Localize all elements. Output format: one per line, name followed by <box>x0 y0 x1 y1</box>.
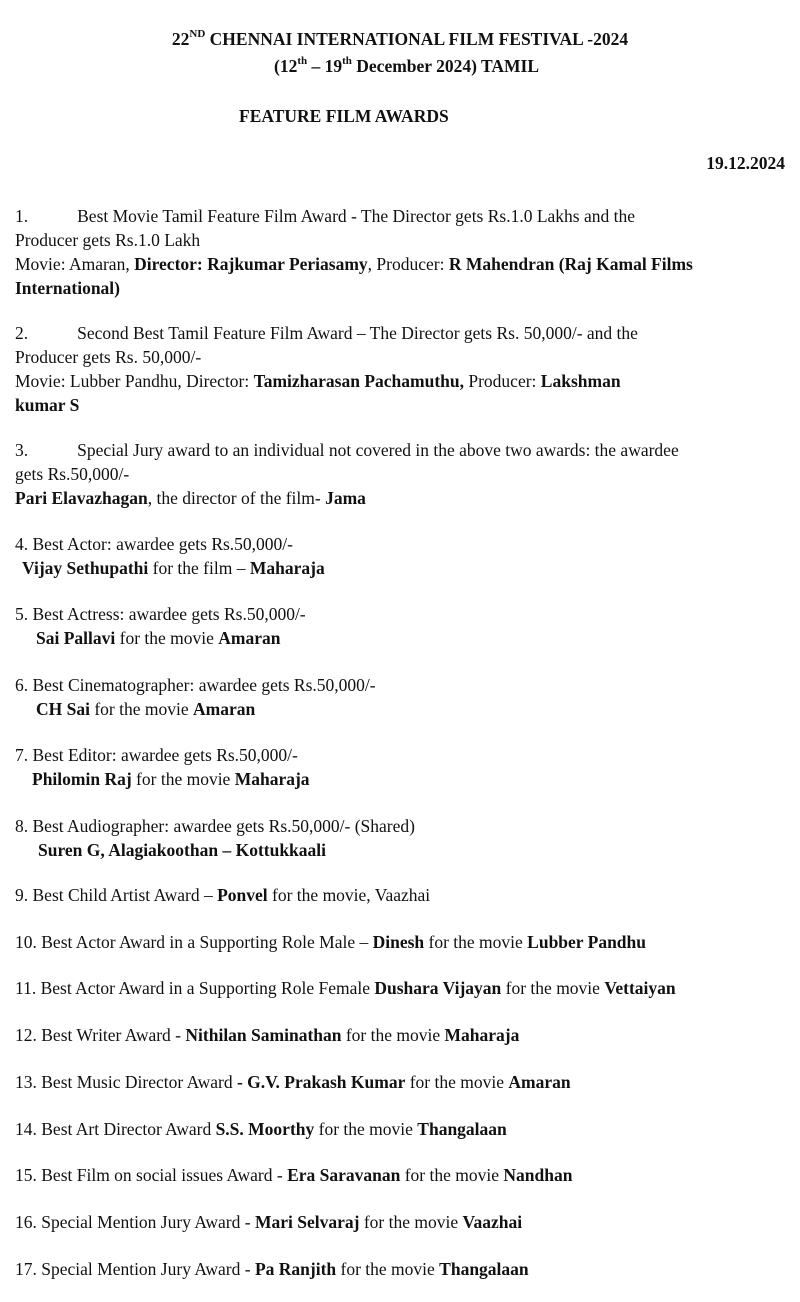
dates-open: (12 <box>274 56 298 76</box>
award-2-movie: Movie: Lubber Pandhu, Director: <box>15 371 254 391</box>
award-3-line-3 <box>15 487 366 509</box>
award-12-title: 12. Best Writer Award - <box>15 1025 186 1045</box>
award-1-producer-label: , Producer: <box>367 254 449 274</box>
award-17-title: 17. Special Mention Jury Award - <box>15 1259 255 1279</box>
award-13-text: for the movie <box>405 1072 509 1092</box>
award-11-text: for the movie <box>501 978 605 998</box>
award-1-line-3 <box>15 253 693 275</box>
award-4-text: for the film – <box>148 558 250 578</box>
dates-mid: – 19 <box>307 56 343 76</box>
dates-sup-end: th <box>342 55 352 68</box>
award-4-line-1: 4. Best Actor: awardee gets Rs.50,000/- <box>15 534 294 554</box>
award-4-winner: Vijay Sethupathi <box>22 558 149 578</box>
award-14 <box>15 1118 507 1140</box>
award-11-title: 11. Best Actor Award in a Supporting Role Female <box>15 978 375 998</box>
award-12-film: Maharaja <box>444 1025 520 1045</box>
award-15-film: Nandhan <box>503 1165 573 1185</box>
award-1-director: Director: Rajkumar Periasamy <box>134 254 368 274</box>
award-15 <box>15 1164 572 1186</box>
award-15-text: for the movie <box>400 1165 504 1185</box>
award-9-film: for the movie, Vaazhai <box>267 885 431 905</box>
award-7-winner: Philomin Raj <box>32 769 132 789</box>
award-13-title: 13. Best Music Director Award <box>15 1072 237 1092</box>
award-12-winner: Nithilan Saminathan <box>185 1025 342 1045</box>
title-number: 22 <box>171 29 190 49</box>
award-11-film: Vettaiyan <box>604 978 676 998</box>
award-6-text: for the movie <box>89 699 194 719</box>
award-6-winner: CH Sai <box>36 699 90 719</box>
award-14-title: 14. Best Art Director Award <box>15 1119 216 1139</box>
award-17-film: Thangalaan <box>439 1259 529 1279</box>
award-1-line-2: Producer gets Rs.1.0 Lakh <box>15 230 201 250</box>
award-5-film: Amaran <box>218 628 281 648</box>
award-7-line-1: 7. Best Editor: awardee gets Rs.50,000/- <box>15 745 298 765</box>
award-1-title: Best Movie Tamil Feature Film Award - <box>77 206 361 226</box>
festival-dates <box>274 55 539 77</box>
award-5-line-2 <box>36 627 281 649</box>
award-13-winner: - G.V. Prakash Kumar <box>236 1072 406 1092</box>
award-4-line-2 <box>22 557 325 579</box>
award-5-line-1: 5. Best Actress: awardee gets Rs.50,000/- <box>15 604 306 624</box>
award-3-film: Jama <box>325 488 366 508</box>
award-16 <box>15 1211 522 1233</box>
award-2-line-1 <box>15 322 638 344</box>
award-2-producer-label: Producer: <box>464 371 541 391</box>
award-10-winner: Dinesh <box>372 932 425 952</box>
award-2-line-3 <box>15 370 621 392</box>
award-12-text: for the movie <box>341 1025 445 1045</box>
award-6-film: Amaran <box>193 699 256 719</box>
award-16-film: Vaazhai <box>462 1212 523 1232</box>
award-10-text: for the movie <box>424 932 528 952</box>
award-6-line-1: 6. Best Cinematographer: awardee gets Rs.50,000/- <box>15 675 376 695</box>
section-heading: FEATURE FILM AWARDS <box>239 106 449 126</box>
award-12 <box>15 1024 519 1046</box>
award-1-producer: R Mahendran (Raj Kamal Films <box>448 254 693 274</box>
award-8-line-2: Suren G, Alagiakoothan – Kottukkaali <box>38 840 327 860</box>
award-5-winner: Sai Pallavi <box>36 628 116 648</box>
award-14-winner: S.S. Moorthy <box>215 1119 315 1139</box>
award-7-text: for the movie <box>131 769 235 789</box>
award-2-line-4: kumar S <box>15 395 80 415</box>
festival-title <box>0 28 800 50</box>
award-16-winner: Mari Selvaraj <box>254 1212 360 1232</box>
award-3-title: Special Jury award to an individual not covered in the above two awards: the awardee <box>77 440 679 460</box>
award-2-number: 2. <box>15 323 29 343</box>
award-3-line-1 <box>15 439 679 461</box>
award-17-text: for the movie <box>336 1259 440 1279</box>
award-2-line-2: Producer gets Rs. 50,000/- <box>15 347 202 367</box>
award-9-title: 9. Best Child Artist Award – <box>15 885 218 905</box>
award-2-director: Tamizharasan Pachamuthu, <box>253 371 464 391</box>
document-date: 19.12.2024 <box>706 153 785 173</box>
award-17-winner: Pa Ranjith <box>254 1259 337 1279</box>
award-7-line-2 <box>32 768 310 790</box>
award-3-text: , the director of the film- <box>147 488 326 508</box>
award-3-winner: Pari Elavazhagan <box>15 488 148 508</box>
award-1-movie: Movie: Amaran, <box>15 254 135 274</box>
award-16-title: 16. Special Mention Jury Award - <box>15 1212 255 1232</box>
award-2-producer: Lakshman <box>540 371 621 391</box>
award-11-winner: Dushara Vijayan <box>374 978 502 998</box>
award-1-number: 1. <box>15 206 29 226</box>
award-3-number: 3. <box>15 440 29 460</box>
award-4-film: Maharaja <box>249 558 325 578</box>
award-6-line-2 <box>36 698 255 720</box>
award-15-title: 15. Best Film on social issues Award - <box>15 1165 288 1185</box>
award-16-text: for the movie <box>359 1212 463 1232</box>
award-17 <box>15 1258 529 1280</box>
award-1-prize: The Director gets Rs.1.0 Lakhs and the <box>360 206 636 226</box>
award-2-title: Second Best Tamil Feature Film Award – The Director gets Rs. 50,000/- and the <box>77 323 638 343</box>
award-5-text: for the movie <box>115 628 219 648</box>
award-9-winner: Ponvel <box>217 885 268 905</box>
award-10 <box>15 931 646 953</box>
award-7-film: Maharaja <box>234 769 310 789</box>
award-15-winner: Era Saravanan <box>287 1165 401 1185</box>
award-1-line-4: International) <box>15 278 120 298</box>
award-14-text: for the movie <box>314 1119 418 1139</box>
award-9 <box>15 884 430 906</box>
award-8-line-1: 8. Best Audiographer: awardee gets Rs.50,000/- (Shared) <box>15 816 415 836</box>
award-1-line-1 <box>15 205 635 227</box>
title-text: CHENNAI INTERNATIONAL FILM FESTIVAL -2024 <box>205 29 629 49</box>
award-14-film: Thangalaan <box>417 1119 507 1139</box>
award-3-line-2: gets Rs.50,000/- <box>15 464 130 484</box>
dates-rest: December 2024) TAMIL <box>351 56 540 76</box>
award-10-film: Lubber Pandhu <box>527 932 647 952</box>
award-13 <box>15 1071 571 1093</box>
award-13-film: Amaran <box>508 1072 571 1092</box>
title-superscript: ND <box>189 28 206 41</box>
award-11 <box>15 977 676 999</box>
dates-sup-start: th <box>297 55 308 68</box>
award-10-title: 10. Best Actor Award in a Supporting Role Male – <box>15 932 373 952</box>
